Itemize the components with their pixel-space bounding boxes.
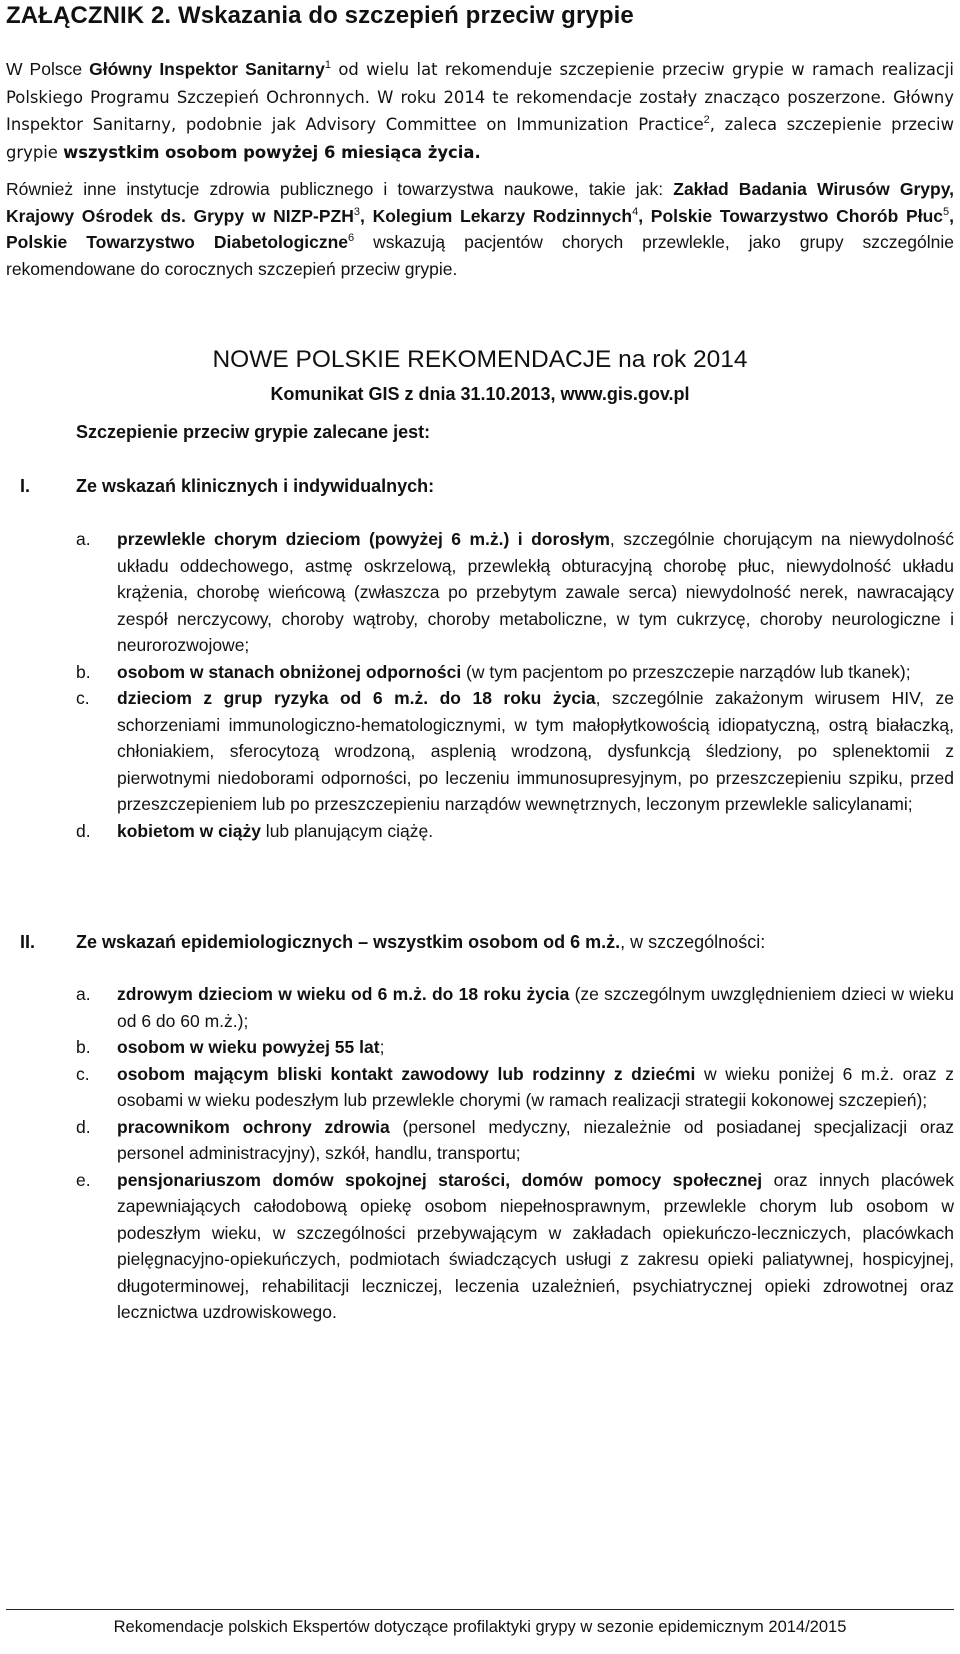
section-2-list [6,981,954,1326]
page-footer: Rekomendacje polskich Ekspertów dotyczące profilaktyki grypy w sezonie epidemicznym 2014/2015 [113,1618,847,1636]
section-2-item-c: c. osobom mającym bliski kontakt zawodowy lub rodzinny z dziećmi w wieku poniżej 6 m.ż. oraz z osobami w wieku podeszłym lub przewlekle chorymi (w ramach realizacji strategii kokonowej szczepień); [76,1063,954,1110]
footnote-ref-3: 3 [353,205,360,218]
recommendations-source: Komunikat GIS z dnia 31.10.2013, www.gis.gov.pl [270,384,690,404]
section-1-number: I. [20,476,31,496]
footer-divider [6,1609,954,1610]
footnote-ref-5: 5 [943,205,950,218]
footnote-ref-4: 4 [632,205,639,218]
recommendations-heading: NOWE POLSKIE REKOMENDACJE na rok 2014 [212,346,748,373]
section-1-item-b: b. osobom w stanach obniżonej odporności (w tym pacjentom po przeszczepie narządów lub tkanek); [76,661,911,682]
footnote-ref-2: 2 [703,114,710,127]
section-2-number: II. [20,932,36,952]
section-1-list [6,526,954,844]
section-2-item-b: b. osobom w wieku powyżej 55 lat; [76,1037,385,1057]
section-1-title: Ze wskazań klinicznych i indywidualnych: [76,476,435,496]
document-title: ZAŁĄCZNIK 2. Wskazania do szczepień przeciw grypie [6,2,634,29]
intro-paragraph-2: Również inne instytucje zdrowia publicznego i towarzystwa naukowe, takie jak: Zakład Badania Wirusów Grypy, Krajowy Ośrodek ds. Grypy w NIZP-PZH$^3$, Kolegium Lekarzy Rodzinnych$^4$, Polskie Towarzystwo Chorób Płuc$^5$, Polskie Towarzystwo Diabetologiczne$^6$ wskazują pacjentów chorych przewlekle, jako grupy szczególnie rekomendowane do corocznych szczepień przeciw grypie. [6,179,955,279]
section-1-item-c: c. dzieciom z grup ryzyka od 6 m.ż. do 18 roku życia, szczególnie zakażonym wirusem HIV, ze schorzeniami immunologiczno-hematologicznymi, w tym małopłytkowością idiopatyczną, ostrą białaczką, chłoniakiem, sferocytozą wrodzoną, asplenią wrodzoną, dysfunkcją śledziony, po splenektomii z pierwotnymi niedoborami odporności, po leczeniu immunosupresyjnym, po przeszczepieniu szpiku, przed przeszczepieniem lub po przeszczepieniu narządów wewnętrznych, leczonym przewlekle salicylanami; [76,688,954,814]
section-2-item-e: e. pensjonariuszom domów spokojnej starości, domów pomocy społecznej oraz innych placówek zapewniających całodobową opiekę osobom niepełnosprawnym, przewlekle chorym lub osobom w podeszłym wieku, w szczególności przebywającym w zakładach opiekuńczo-leczniczych, placówkach pielęgnacyjno-opiekuńczych, podmiotach świadczących usługi z zakresu opieki paliatywnej, hospicyjnej, długoterminowej, rehabilitacji leczniczej, leczenia uzależnień, psychiatrycznej opieki zdrowotnej oraz lecznictwa uzdrowiskowego. [76,1169,954,1322]
lead-heading: Szczepienie przeciw grypie zalecane jest: [76,422,431,442]
section-1-item-d: d. kobietom w ciąży lub planującym ciążę. [76,820,434,841]
intro-text [6,56,954,292]
footnote-ref-1: 1 [324,59,331,72]
intro-paragraph-1: W Polsce Główny Inspektor Sanitarny$^1$ od wielu lat rekomenduje szczepienie przeciw grypie w ramach realizacji Polskiego Programu Szczepień Ochronnych. W roku 2014 te rekomendacje zostały znacząco poszerzone. Główny Inspektor Sanitarny, podobnie jak Advisory Committee on Immunization Practice$^2$, zaleca szczepienie przeciw grypie wszystkim osobom powyżej 6 miesiąca życia. [6,59,954,162]
section-1-item-a: a. przewlekle chorym dzieciom (powyżej 6 m.ż.) i dorosłym, szczególnie chorującym na niewydolność układu oddechowego, astmę oskrzelową, przewlekłą obturacyjną chorobę płuc, niewydolność układu krążenia, chorobę wieńcową (zwłaszcza po przebytym zawale serca) niewydolność nerek, nawracający zespół nerczycowy, choroby wątroby, choroby metaboliczne, w tym cukrzycę, choroby neurologiczne i neurorozwojowe; [76,529,954,655]
footnote-ref-6: 6 [348,232,355,245]
section-2-item-d: d. pracownikom ochrony zdrowia (personel medyczny, niezależnie od posiadanej specjalizacji oraz personel administracyjny), szkół, handlu, transportu; [76,1116,954,1163]
section-2-item-a: a. zdrowym dzieciom w wieku od 6 m.ż. do 18 roku życia (ze szczególnym uwzględnieniem dzieci w wieku od 6 do 60 m.ż.); [76,984,954,1031]
section-2-title: Ze wskazań epidemiologicznych – wszystkim osobom od 6 m.ż., w szczególności: [76,932,766,952]
